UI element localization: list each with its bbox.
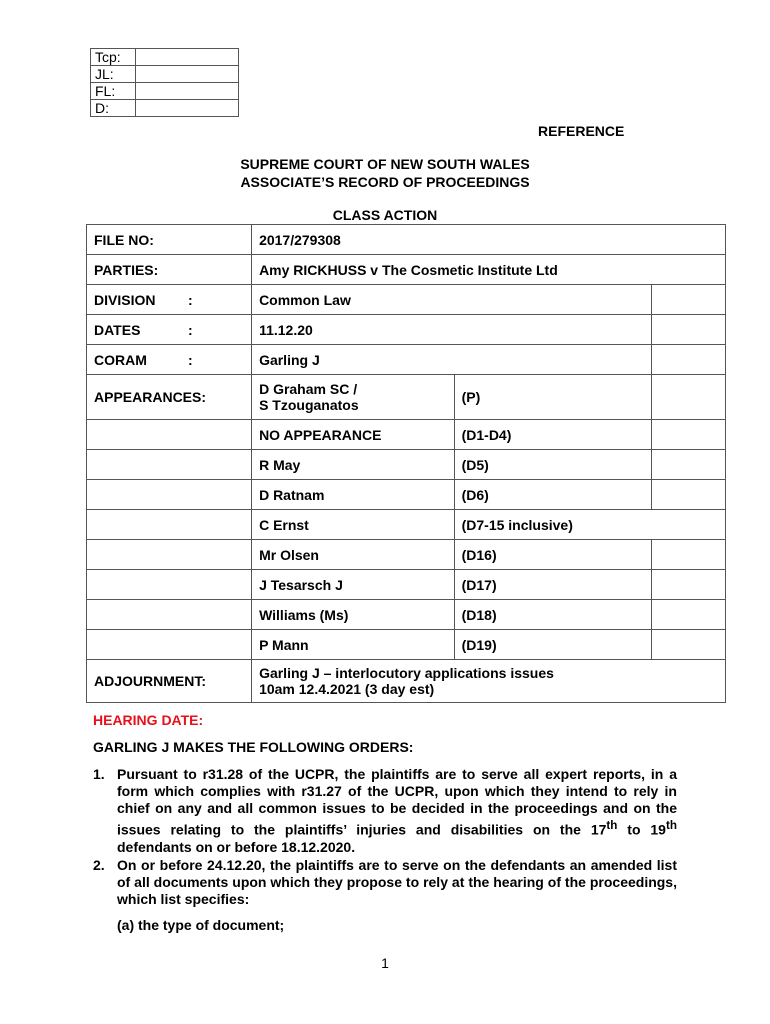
file-no-value: 2017/279308: [252, 225, 726, 255]
orders-heading: GARLING J MAKES THE FOLLOWING ORDERS:: [93, 739, 414, 755]
order-item: [93, 857, 677, 908]
empty-cell: [652, 570, 726, 600]
empty-cell: [652, 420, 726, 450]
appearance-name-line: D Graham SC /: [259, 381, 358, 397]
empty-cell: [652, 285, 726, 315]
court-name: SUPREME COURT OF NEW SOUTH WALES: [240, 156, 530, 172]
appearance-row: [87, 510, 726, 540]
dates-value: 11.12.20: [252, 315, 652, 345]
appearance-row: [87, 450, 726, 480]
empty-cell: [652, 450, 726, 480]
appearance-party: (D5): [454, 450, 651, 480]
order-text-part: to 19: [617, 821, 666, 838]
appearance-name: NO APPEARANCE: [252, 420, 455, 450]
appearance-name: Williams (Ms): [252, 600, 455, 630]
appearance-party: (D17): [454, 570, 651, 600]
empty-cell: [652, 630, 726, 660]
page-number: 1: [381, 955, 389, 971]
appearance-name: Mr Olsen: [252, 540, 455, 570]
empty-cell: [87, 450, 252, 480]
empty-cell: [652, 375, 726, 420]
parties-label: PARTIES:: [87, 255, 252, 285]
appearance-party: (D16): [454, 540, 651, 570]
empty-cell: [87, 540, 252, 570]
appearances-label: APPEARANCES:: [87, 375, 252, 420]
appearance-row: [87, 570, 726, 600]
order-sub-item: (a) the type of document;: [117, 917, 285, 933]
empty-cell: [87, 630, 252, 660]
appearance-name: [252, 375, 455, 420]
appearance-name-line: S Tzouganatos: [259, 397, 359, 413]
file-no-row: [87, 225, 726, 255]
empty-cell: [652, 315, 726, 345]
appearance-party: (P): [454, 375, 651, 420]
division-label-cell: [87, 285, 252, 315]
ordinal-suffix: th: [606, 819, 618, 832]
dates-colon: :: [188, 321, 193, 338]
adjournment-label: ADJOURNMENT:: [87, 660, 252, 703]
dates-label: DATES: [94, 321, 141, 338]
appearance-party: (D1-D4): [454, 420, 651, 450]
tracking-label: JL:: [91, 66, 136, 83]
tracking-row: [91, 100, 239, 117]
parties-value: Amy RICKHUSS v The Cosmetic Institute Ltd: [252, 255, 726, 285]
empty-cell: [652, 540, 726, 570]
coram-colon: :: [188, 351, 193, 368]
adjournment-line: Garling J – interlocutory applications issues: [259, 665, 554, 681]
appearance-name: R May: [252, 450, 455, 480]
appearance-row: [87, 630, 726, 660]
adjournment-value: [252, 660, 726, 703]
appearance-row: [87, 375, 726, 420]
appearance-party: (D6): [454, 480, 651, 510]
appearance-name: D Ratnam: [252, 480, 455, 510]
division-value: Common Law: [252, 285, 652, 315]
appearance-row: [87, 480, 726, 510]
appearance-name: J Tesarsch J: [252, 570, 455, 600]
order-number: 2.: [93, 857, 105, 873]
parties-row: [87, 255, 726, 285]
record-title: ASSOCIATE’S RECORD OF PROCEEDINGS: [240, 174, 530, 190]
empty-cell: [87, 510, 252, 540]
proceedings-table: [86, 224, 726, 703]
division-row: [87, 285, 726, 315]
ordinal-suffix: th: [665, 819, 677, 832]
appearance-name: C Ernst: [252, 510, 455, 540]
empty-cell: [652, 345, 726, 375]
hearing-date-label: HEARING DATE:: [93, 712, 204, 728]
coram-value: Garling J: [252, 345, 652, 375]
adjournment-line: 10am 12.4.2021 (3 day est): [259, 681, 435, 697]
order-text: [117, 766, 677, 856]
empty-cell: [652, 600, 726, 630]
appearance-name: P Mann: [252, 630, 455, 660]
coram-label: CORAM: [94, 351, 147, 368]
empty-cell: [87, 420, 252, 450]
class-action-heading: CLASS ACTION: [332, 207, 438, 223]
empty-cell: [652, 480, 726, 510]
adjournment-row: [87, 660, 726, 703]
dates-label-cell: [87, 315, 252, 345]
appearance-row: [87, 540, 726, 570]
tracking-value: [136, 83, 239, 100]
order-number: 1.: [93, 766, 105, 782]
tracking-value: [136, 49, 239, 66]
tracking-label: Tcp:: [91, 49, 136, 66]
empty-cell: [87, 600, 252, 630]
appearance-row: [87, 600, 726, 630]
appearance-party: (D7-15 inclusive): [454, 510, 725, 540]
division-label: DIVISION: [94, 291, 156, 308]
tracking-row: [91, 49, 239, 66]
file-no-label: FILE NO:: [87, 225, 252, 255]
appearance-party: (D19): [454, 630, 651, 660]
tracking-value: [136, 100, 239, 117]
order-item: [93, 766, 677, 856]
appearance-party: (D18): [454, 600, 651, 630]
tracking-row: [91, 83, 239, 100]
empty-cell: [87, 480, 252, 510]
dates-row: [87, 315, 726, 345]
division-colon: :: [188, 291, 193, 308]
reference-heading: REFERENCE: [538, 123, 625, 139]
tracking-label: D:: [91, 100, 136, 117]
tracking-box: [90, 48, 239, 117]
tracking-row: [91, 66, 239, 83]
order-text-part: Pursuant to r31.28 of the UCPR, the plaintiffs are to serve all expert reports, in a form which complies with r31.27 of the UCPR, upon which they intend to rely in chief on any and all common issues to be decided in the proceedings and on the issues relating to the plaintiffs’ injuries and disabilities on the 17: [117, 766, 677, 838]
tracking-value: [136, 66, 239, 83]
empty-cell: [87, 570, 252, 600]
order-text: On or before 24.12.20, the plaintiffs are to serve on the defendants an amended list of all documents upon which they propose to rely at the hearing of the proceedings, which list specifies:: [117, 857, 677, 907]
order-text-part: defendants on or before 18.12.2020.: [117, 838, 356, 855]
coram-label-cell: [87, 345, 252, 375]
coram-row: [87, 345, 726, 375]
appearance-row: [87, 420, 726, 450]
tracking-label: FL:: [91, 83, 136, 100]
